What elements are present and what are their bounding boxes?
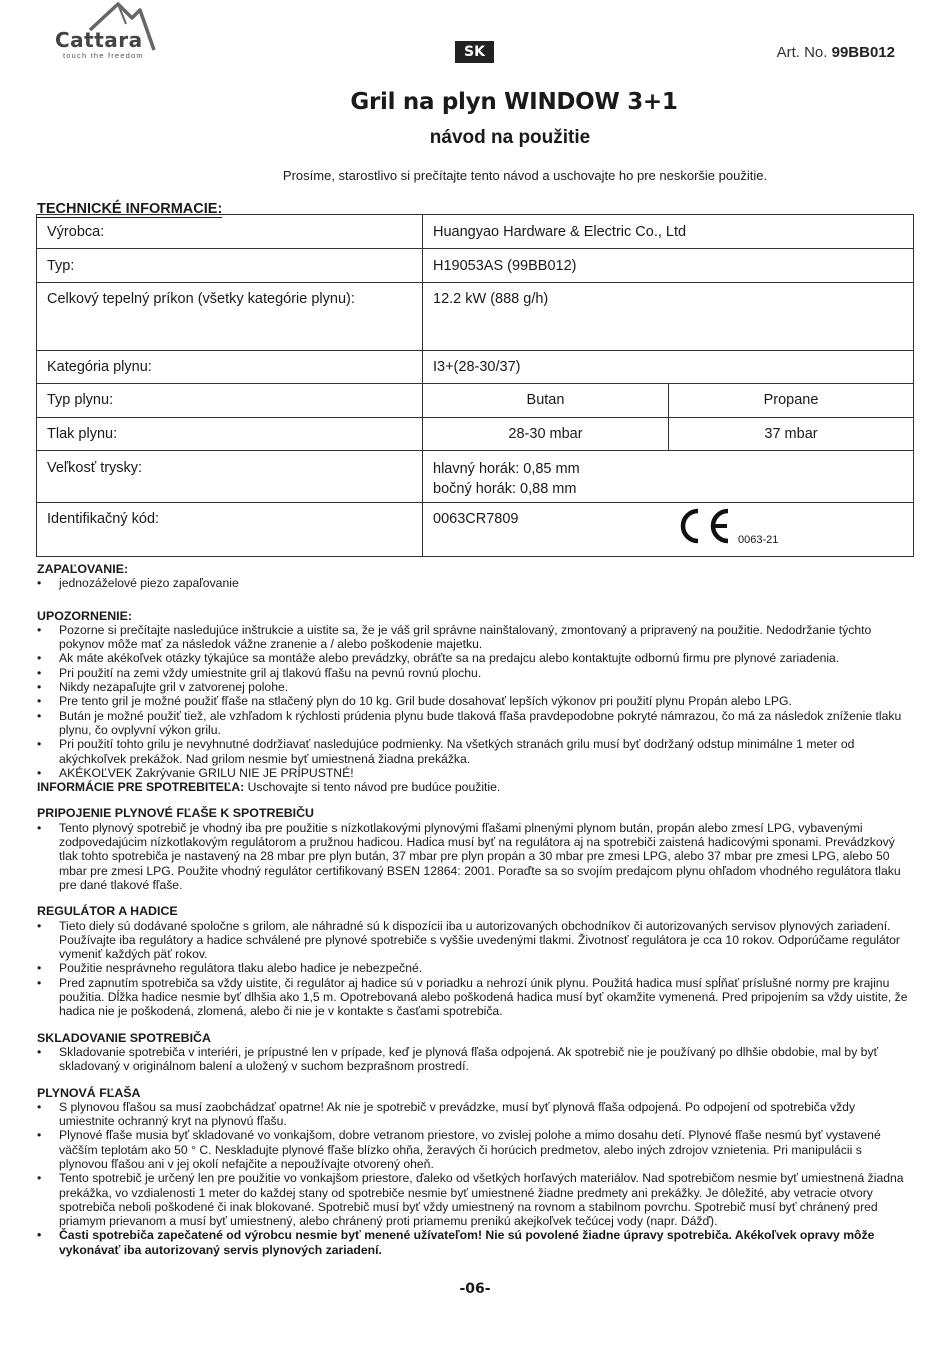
gas-type-propane: Propane — [669, 384, 914, 418]
list-item: • Tento plynový spotrebič je vhodný iba pre použitie s nízkotlakovými plynovými fľašami plnenými plynom bután, propán alebo zmesí LPG, vybavenými zodpovedajúcim nízkotlakovým regulátorom a pružnou hadicou. Hadica musí byť na regulátora aj na spotrebiči zaistená hadicovými sponami. Prevádzkový tlak tohto spotrebiča je nastavený na 28 mbar pre plyn bután, 37 mbar pre plyn propán a 30 mbar pre zmesi LPG, alebo 37 mbar pre zmesi LPG, alebo 50 mbar pre zmesi LPG. Použite vhodný regulátor certifikovaný BSEN 12864: 2001. Poraďte sa so svojím predajcom plynu ohľadom vhodného regulátora tlaku pre dané tlakové fľaše. — [37, 821, 913, 892]
id-code-label: Identifikačný kód: — [37, 503, 423, 557]
connection-heading: PRIPOJENIE PLYNOVÉ FĽAŠE K SPOTREBIČU — [37, 806, 315, 821]
list-item: • Bután je možné použiť tiež, ale vzhľadom k rýchlosti prúdenia plynu bude tlaková fľaša pravdepodobne pokryté námrazou, čo má za následok zníženie tlaku plynu, čo ovplyvní výkon grilu. — [37, 709, 913, 738]
pressure-label: Tlak plynu: — [37, 418, 423, 451]
page-number: -06- — [459, 1281, 491, 1297]
table-row — [37, 451, 914, 503]
heat-input-label: Celkový tepelný príkon (všetky kategórie plynu): — [37, 283, 423, 351]
type-label: Typ: — [37, 249, 423, 283]
bottle-heading: PLYNOVÁ FĽAŠA — [37, 1085, 141, 1100]
warning-heading: UPOZORNENIE: — [37, 608, 132, 623]
list-item: • Tento spotrebič je určený len pre použitie vo vonkajšom priestore, ďaleko od všetkých horľavých materiálov. Nad spotrebičom nesmie byť umiestnená žiadna prekážka, vo vzdialenosti 1 meter do každej stany od spotrebiče nesmie byť umiestnené žiadne predmety ani prekážky. Je dôležité, aby vetracie otvory spotrebiča neboli poškodené či inak blokované. Spotrebič musí byť vždy umiestnený na rovnom a stabilnom povrchu. Spotrebič musí byť chránený pred priamym prievanom a musí byť umiestnený, alebo chránený proti priamemu prenikú akejkoľvek tečúcej vody (napr. Dážď). — [37, 1171, 913, 1228]
id-code-value: 0063CR7809 — [423, 503, 914, 557]
list-item: • Pri použití na zemi vždy umiestnite gril aj tlakovú fľašu na pevnú rovnú plochu. — [37, 666, 913, 680]
list-item: • Ak máte akékoľvek otázky týkajúce sa montáže alebo prevádzky, obráťte sa na predajcu alebo kontaktujte odbornú firmu pre plynové zariadenia. — [37, 651, 913, 665]
table-row — [37, 249, 914, 283]
article-value: 99BB012 — [831, 44, 895, 61]
list-item: • jednozáželové piezo zapaľovanie — [37, 576, 913, 590]
list-item: • Plynové fľaše musia byť skladované vo vonkajšom, dobre vetranom priestore, vo zvislej polohe a mimo dosahu detí. Plynové fľaše nesmú byť vystavené väčším teplotám ako 50 ° C. Neskladujte plynové fľaše blízko ohňa, žeravých či horúcich predmetov, alebo iných zdrojov vznietenia. Pri manipulácii s plynovou fľašou ani v jej okolí nefajčite a nepoužívajte otvorený oheň. — [37, 1128, 913, 1171]
table-row — [37, 283, 914, 351]
manufacturer-value: Huangyao Hardware & Electric Co., Ltd — [423, 215, 914, 249]
list-item: • Pred zapnutím spotrebiča sa vždy uistite, či regulátor aj hadice sú v poriadku a nehrozí únik plynu. Použitá hadica musí spĺňať príslušné normy pre krajinu použitia. Dĺžka hadice nesmie byť dlhšia ako 1,5 m. Opotrebovaná alebo poškodená hadica musí byť okamžite vymenená. Pred pripojením sa vždy uistite, že hadica nie je poškodená, zlomená, alebo či nie je v kontakte s časťami spotrebiča. — [37, 976, 913, 1019]
brand-tagline: touch the freedom — [63, 51, 144, 60]
heat-input-value: 12.2 kW (888 g/h) — [423, 283, 914, 351]
pressure-propane: 37 mbar — [669, 418, 914, 451]
gas-type-label: Typ plynu: — [37, 384, 423, 418]
nozzle-side: bočný horák: 0,88 mm — [433, 481, 577, 497]
article-number — [777, 44, 895, 61]
list-item: • S plynovou fľašou sa musí zaobchádzať opatrne! Ak nie je spotrebič v prevádzke, musí byť plynová fľaša odpojená. Po odpojení od spotrebiča vždy umiestnite ochranný kryt na plynovú fľašu. — [37, 1100, 913, 1129]
table-row — [37, 215, 914, 249]
table-row — [37, 351, 914, 384]
gas-category-value: I3+(28-30/37) — [423, 351, 914, 384]
article-label: Art. No. — [776, 44, 828, 61]
tech-info-heading: TECHNICKÉ INFORMACIE: — [37, 201, 223, 217]
manufacturer-label: Výrobca: — [37, 215, 423, 249]
table-row — [37, 384, 914, 418]
document-title: Gril na plyn WINDOW 3+1 — [350, 89, 678, 115]
list-item: • Pre tento gril je možné použiť fľaše na stlačený plyn do 10 kg. Gril bude dosahovať lepších výkonov pri použití plynu Propán alebo LPG. — [37, 694, 913, 708]
consumer-info — [37, 780, 913, 794]
list-item: • Pozorne si prečítajte nasledujúce inštrukcie a uistite sa, že je váš gril správne nainštalovaný, zmontovaný a pripravený na použitie. Nedodržanie týchto pokynov môže mať za následok vážne zranenie a / alebo poškodenie majetku. — [37, 623, 913, 652]
connection-list — [37, 821, 913, 892]
tech-spec-table — [36, 214, 914, 557]
list-item: • Nikdy nezapaľujte gril v zatvorenej polohe. — [37, 680, 913, 694]
list-item: • Časti spotrebiča zapečatené od výrobcu nesmie byť menené užívateľom! Nie sú povolené žiadne úpravy spotrebiča. Akékoľvek opravy môže vykonávať iba autorizovaný servis plynových zariadení. — [37, 1228, 913, 1257]
table-row — [37, 503, 914, 557]
list-item: • Pri použití tohto grilu je nevyhnutné dodržiavať nasledujúce podmienky. Na všetkých stranách grilu musí byť dodržaný odstup minimálne 1 meter od akýchkoľvek prekážok. Nad grilom nesmie byť umiestnená žiadna prekážka. — [37, 737, 913, 766]
bottle-list — [37, 1100, 913, 1257]
table-row — [37, 418, 914, 451]
consumer-info-text: Uschovajte si tento návod pre budúce použitie. — [244, 780, 501, 795]
type-value: H19053AS (99BB012) — [423, 249, 914, 283]
nozzle-label: Veľkosť trysky: — [37, 451, 423, 503]
ce-code: 0063-21 — [738, 534, 779, 546]
list-item: • AKÉKOĽVEK Zakrývanie GRILU NIE JE PRÍPUSTNÉ! — [37, 766, 913, 780]
regulator-list — [37, 919, 913, 1019]
storage-list — [37, 1045, 913, 1074]
pressure-butane: 28-30 mbar — [423, 418, 669, 451]
gas-category-label: Kategória plynu: — [37, 351, 423, 384]
ignition-heading: ZAPAĽOVANIE: — [37, 562, 129, 576]
regulator-heading: REGULÁTOR A HADICE — [37, 904, 178, 919]
consumer-info-label: INFORMÁCIE PRE SPOTREBITEĽA: — [37, 780, 245, 795]
list-item: • Použitie nesprávneho regulátora tlaku alebo hadice je nebezpečné. — [37, 961, 913, 975]
brand-logo-text: Cattara — [55, 28, 143, 52]
nozzle-main: hlavný horák: 0,85 mm — [433, 461, 580, 477]
list-item: • Tieto diely sú dodávané spoločne s grilom, ale náhradné sú k dispozícii iba u autorizovaných obchodníkov či autorizovaných servisov plynových zariadení. Používajte iba regulátory a hadice schválené pre plynové spotrebiče s vyššie uvedenými tlakmi. Životnosť regulátora je cca 10 rokov. Odporúčame regulátor vymeniť každých päť rokov. — [37, 919, 913, 962]
storage-heading: SKLADOVANIE SPOTREBIČA — [37, 1030, 211, 1045]
gas-type-butane: Butan — [423, 384, 669, 418]
list-item: • Skladovanie spotrebiča v interiéri, je prípustné len v prípade, keď je plynová fľaša odpojená. Ak spotrebič nie je používaný po dlhšie obdobie, mal by byť skladovaný v originálnom balení a uložený v suchom bezprašnom prostredí. — [37, 1045, 913, 1074]
document-subtitle: návod na použitie — [429, 127, 591, 148]
ce-mark-icon — [678, 508, 734, 544]
nozzle-values — [423, 451, 914, 503]
language-badge: SK — [455, 41, 494, 63]
warning-list — [37, 623, 913, 780]
intro-text: Prosíme, starostlivo si prečítajte tento návod a uschovajte ho pre neskoršie použitie. — [282, 168, 768, 183]
manual-content — [37, 562, 913, 1257]
ignition-list — [37, 576, 913, 590]
